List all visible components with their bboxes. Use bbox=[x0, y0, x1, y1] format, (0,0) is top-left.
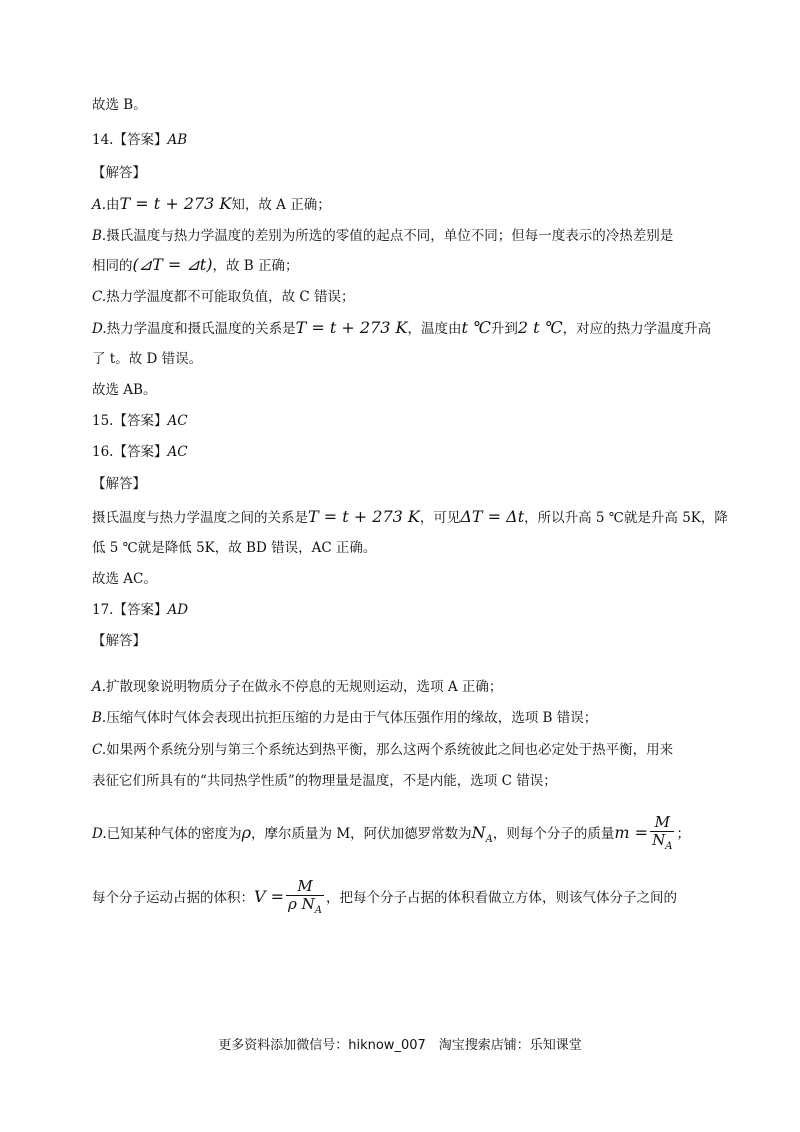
denominator bbox=[286, 895, 324, 919]
numerator: M bbox=[654, 813, 670, 831]
line-text: 故选 B。 bbox=[92, 97, 147, 113]
numerator: M bbox=[297, 877, 313, 895]
line-17d1 bbox=[92, 814, 708, 855]
option-letter: D. bbox=[92, 321, 107, 337]
answer-value: AC bbox=[167, 444, 188, 460]
text: 升到 bbox=[490, 321, 518, 337]
question-number: 14. bbox=[92, 132, 114, 148]
text: 相同的 bbox=[92, 258, 133, 274]
answer-value: AD bbox=[167, 602, 189, 618]
line-14b2 bbox=[92, 255, 708, 276]
symbol: N bbox=[652, 831, 666, 849]
text: 压缩气体时气体会表现出抗拒压缩的力是由于气体压强作用的缘故，选项 B 错误； bbox=[106, 710, 598, 726]
option-letter: D. bbox=[92, 826, 107, 842]
text: ，摩尔质量为 M，阿伏加德罗常数为 bbox=[251, 826, 472, 842]
option-letter: B. bbox=[92, 228, 107, 244]
answer-14 bbox=[92, 130, 708, 150]
formula: m = bbox=[614, 823, 649, 842]
solution-heading: 【解答】 bbox=[92, 476, 146, 492]
symbol: ρ N bbox=[288, 895, 315, 913]
question-number: 17. bbox=[92, 602, 114, 618]
line-14c bbox=[92, 287, 708, 307]
text: 已知某种气体的密度为 bbox=[106, 826, 242, 842]
line-text: 故选 AB。 bbox=[92, 382, 157, 398]
text: ，故 B 正确； bbox=[212, 258, 299, 274]
formula: T = t + 273 K bbox=[308, 507, 420, 526]
answer-16 bbox=[92, 442, 708, 462]
denominator bbox=[650, 831, 674, 855]
text: ； bbox=[676, 826, 690, 842]
answer-tag: 【答案】 bbox=[113, 132, 168, 148]
text: 如果两个系统分别与第三个系统达到热平衡，那么这两个系统彼此之间也必定处于热平衡，用来 bbox=[106, 742, 674, 758]
fraction bbox=[650, 814, 674, 855]
line-text: 故选 AC。 bbox=[92, 571, 157, 587]
formula: 2 t ℃ bbox=[517, 318, 563, 337]
text: ，则每个分子的质量 bbox=[492, 826, 615, 842]
answer-tag: 【答案】 bbox=[113, 444, 168, 460]
subscript: A bbox=[314, 905, 322, 916]
text: 热力学温度和摄氏温度的关系是 bbox=[106, 321, 296, 337]
rho-symbol: ρ bbox=[241, 823, 252, 842]
option-letter: A. bbox=[92, 679, 107, 695]
formula: T = t + 273 K bbox=[119, 194, 232, 213]
text: ，所以升高 5 ℃就是升高 5K，降 bbox=[524, 510, 728, 526]
answer-value: AB bbox=[167, 132, 188, 148]
text: ，把每个分子占据的体积看做立方体，则该气体分子之间的 bbox=[326, 890, 677, 906]
subscript: A bbox=[665, 841, 673, 852]
text: ，对应的热力学温度升高 bbox=[562, 321, 712, 337]
text: 每个分子运动占据的体积： bbox=[92, 890, 254, 906]
line-17a bbox=[92, 677, 708, 697]
text: ，温度由 bbox=[407, 321, 462, 337]
line-14b1 bbox=[92, 226, 708, 246]
line-14a bbox=[92, 194, 708, 215]
formula: t ℃ bbox=[461, 318, 491, 337]
formula: (⊿T = ⊿t) bbox=[132, 255, 213, 274]
text: 摄氏温度与热力学温度之间的关系是 bbox=[92, 510, 308, 526]
subscript: A bbox=[485, 834, 493, 846]
line-17c2: 表征它们所具有的“共同热学性质”的物理量是温度，不是内能，选项 C 错误； bbox=[92, 773, 557, 789]
option-letter: A. bbox=[92, 197, 107, 213]
option-letter: C. bbox=[92, 289, 107, 305]
text: 扩散现象说明物质分子在做永不停息的无规则运动，选项 A 正确； bbox=[106, 679, 503, 695]
line-14d1 bbox=[92, 318, 712, 339]
text: 摄氏温度与热力学温度的差别为所选的零值的起点不同，单位不同；但每一度表示的冷热差别是 bbox=[106, 228, 674, 244]
symbol: N bbox=[471, 823, 486, 842]
line-17d2 bbox=[92, 878, 708, 919]
option-letter: C. bbox=[92, 742, 107, 758]
solution-heading: 【解答】 bbox=[92, 165, 146, 181]
text: 知，故 A 正确； bbox=[231, 197, 331, 213]
line-16b: 低 5 ℃就是降低 5K，故 BD 错误，AC 正确。 bbox=[92, 540, 377, 556]
line-16a bbox=[92, 507, 728, 528]
line-14d2: 了 t。故 D 错误。 bbox=[92, 351, 203, 367]
formula: T = t + 273 K bbox=[295, 318, 408, 337]
text: ，可见 bbox=[419, 510, 461, 526]
line-17c1 bbox=[92, 740, 708, 760]
answer-15 bbox=[92, 411, 708, 431]
answer-tag: 【答案】 bbox=[113, 602, 168, 618]
answer-tag: 【答案】 bbox=[113, 413, 168, 429]
text: 由 bbox=[106, 197, 120, 213]
answer-value: AC bbox=[167, 413, 188, 429]
text: 热力学温度都不可能取负值，故 C 错误； bbox=[106, 289, 355, 305]
question-number: 15. bbox=[92, 413, 114, 429]
formula: ΔT = Δt bbox=[460, 507, 525, 526]
page-footer: 更多资料添加微信号：hiknow_007 淘宝搜索店铺：乐知课堂 bbox=[218, 1038, 582, 1053]
avogadro-symbol bbox=[471, 823, 493, 846]
answer-17 bbox=[92, 600, 708, 620]
fraction bbox=[286, 878, 324, 919]
line-17b bbox=[92, 708, 708, 728]
solution-heading: 【解答】 bbox=[92, 633, 146, 649]
question-number: 16. bbox=[92, 444, 114, 460]
option-letter: B. bbox=[92, 710, 107, 726]
formula: V = bbox=[254, 887, 285, 906]
